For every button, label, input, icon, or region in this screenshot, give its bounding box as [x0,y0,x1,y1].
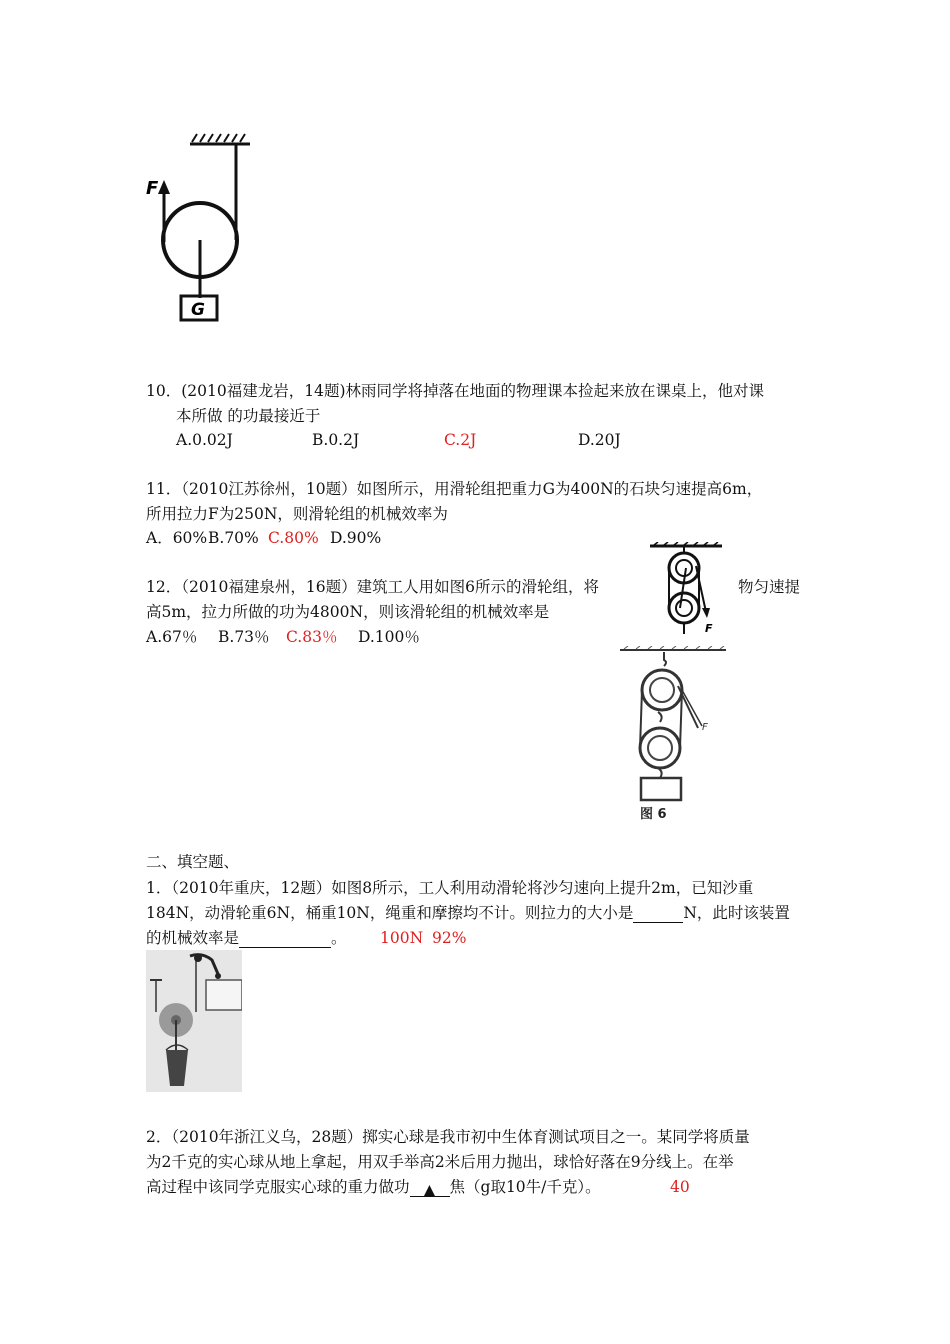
section-2-title: 二、填空题、 [146,853,240,871]
f2-blank[interactable] [410,1180,450,1197]
f1-line2-b: N，此时该装置 [683,904,790,922]
weight-label: G [191,300,205,320]
q11-line1: 11．（2010江苏徐州，10题）如图所示，用滑轮组把重力G为400N的石块匀速提高6m， [146,480,763,498]
fixed-pulley-figure [140,130,260,330]
f1-line3-b: 。 [331,929,347,947]
q12-option-c-answer: C.83％ [286,628,338,646]
f1-line3 [146,928,347,948]
q10-line1: 10．(2010福建龙岩，14题)林雨同学将掉落在地面的物理课本捡起来放在课桌上，他对课 [146,382,764,400]
figure-6-caption: 图 6 [640,807,667,822]
f2-line3-a: 高过程中该同学克服实心球的重力做功 [146,1178,410,1196]
f2-answer: 40 [670,1178,690,1196]
q11-option-b: B.70% [208,529,259,547]
q11-option-a: A．60% [146,529,208,547]
f1-line2-a: 184N，动滑轮重6N，桶重10N，绳重和摩擦均不计。则拉力的大小是 [146,904,634,922]
q12-line2: 高5m，拉力所做的功为4800N，则该滑轮组的机械效率是 [146,603,550,621]
force-label: F [146,178,159,199]
q11-force-label: F [705,622,713,635]
q10-option-b: B.0.2J [312,431,360,449]
pulley-block-figure-6 [618,646,728,826]
f1-line2 [146,903,790,923]
triangle-marker-icon: ▲ [423,1181,436,1199]
q11-line2: 所用拉力F为250N，则滑轮组的机械效率为 [146,505,448,523]
f2-line1: 2．（2010年浙江义乌，28题）掷实心球是我市初中生体育测试项目之一。某同学将质量 [146,1128,750,1146]
q12-line1a: 12．（2010福建泉州，16题）建筑工人用如图6所示的滑轮组，将 [146,578,600,596]
f1-answer-1: 100N [380,929,424,947]
q10-option-d: D.20J [578,431,621,449]
f2-line2: 为2千克的实心球从地上拿起，用双手举高2米后用力抛出，球恰好落在9分线上。在举 [146,1153,734,1171]
q11-option-c-answer: C.80% [268,529,319,547]
f2-line3-b: 焦（g取10牛/千克）。 [449,1178,601,1196]
q12-option-a: A.67％ [146,628,198,646]
movable-pulley-figure-8 [146,950,242,1092]
f2-line3 [146,1177,601,1197]
f1-blank-2[interactable] [239,931,331,948]
q11-option-d: D.90% [330,529,382,547]
q10-option-a: A.0.02J [176,431,233,449]
f1-line3-a: 的机械效率是 [146,929,240,947]
q12-option-b: B.73％ [218,628,270,646]
q10-option-c-answer: C.2J [444,431,477,449]
f1-blank-1[interactable] [633,906,683,923]
f1-line1: 1．（2010年重庆，12题）如图8所示，工人利用动滑轮将沙匀速向上提升2m，已知沙重 [146,879,754,897]
q12-option-d: D.100％ [358,628,420,646]
f1-answer-2: 92% [432,929,467,947]
q10-line2: 本所做 的功最接近于 [176,407,321,425]
q12-line1b: 物匀速提 [738,578,801,596]
pulley-block-figure-q11 [650,542,730,642]
q12-force-label: F [702,722,708,733]
